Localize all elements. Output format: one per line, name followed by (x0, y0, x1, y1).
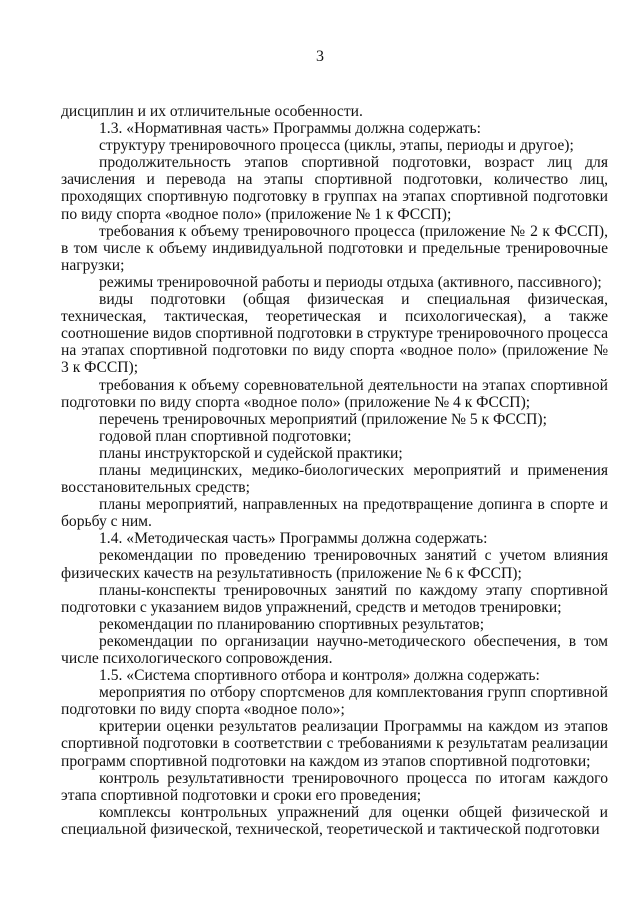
paragraph: рекомендации по планированию спортивных результатов; (99, 615, 485, 633)
paragraph: виды подготовки (общая физическая и специальная физическая, техническая, тактическая, теоретическая и психологическая), а также соотношение видов спортивной подготовки в структуре тренировочного процесса на этапах спортивной подготовки по виду спорта «водное поло» (приложение № 3 к ФССП); (61, 291, 608, 377)
paragraph: структуру тренировочного процесса (циклы, этапы, периоды и другое); (99, 137, 574, 155)
document-body (61, 103, 608, 838)
paragraph: планы инструкторской и судейской практики; (99, 444, 403, 462)
paragraph: требования к объему соревновательной деятельности на этапах спортивной подготовки по виду спорта «водное поло» (приложение № 4 к ФССП); (61, 376, 608, 411)
paragraph: рекомендации по организации научно-методического обеспечения, в том числе психологического сопровождения. (61, 632, 608, 667)
section-heading-1-3: 1.3. «Нормативная часть» Программы должна содержать: (99, 120, 481, 138)
paragraph: планы медицинских, медико-биологических мероприятий и применения восстановительных средств; (61, 461, 608, 497)
paragraph: рекомендации по проведению тренировочных занятий с учетом влияния физических качеств на результативность (приложение № 6 к ФССП); (61, 547, 608, 582)
paragraph: мероприятия по отбору спортсменов для комплектования групп спортивной подготовки по виду спорта «водное поло»; (61, 684, 608, 719)
paragraph: требования к объему тренировочного процесса (приложение № 2 к ФССП), в том числе к объему индивидуальной подготовки и предельные тренировочные нагрузки; (61, 222, 608, 274)
section-heading-1-5: 1.5. «Система спортивного отбора и контроля» должна содержать: (99, 667, 540, 685)
paragraph: планы-конспекты тренировочных занятий по каждому этапу спортивной подготовки с указанием видов упражнений, средств и методов тренировки; (61, 581, 608, 616)
paragraph: планы мероприятий, направленных на предотвращение допинга в спорте и борьбу с ним. (61, 496, 608, 531)
paragraph: дисциплин и их отличительные особенности. (61, 103, 363, 120)
paragraph: годовой план спортивной подготовки; (99, 427, 352, 445)
page-number: 3 (316, 48, 324, 65)
paragraph: перечень тренировочных мероприятий (приложение № 5 к ФССП); (99, 410, 547, 428)
section-heading-1-4: 1.4. «Методическая часть» Программы должна содержать: (99, 530, 488, 548)
paragraph: критерии оценки результатов реализации Программы на каждом из этапов спортивной подготовки в соответствии с требованиями к результатам реализации программ спортивной подготовки на каждом из этапов спортивной подготовки; (61, 718, 608, 770)
paragraph: контроль результативности тренировочного процесса по итогам каждого этапа спортивной подготовки и сроки его проведения; (61, 769, 608, 804)
paragraph: режимы тренировочной работы и периоды отдыха (активного, пассивного); (99, 273, 602, 291)
paragraph: комплексы контрольных упражнений для оценки общей физической и специальной физической, технической, теоретической и тактической подготовки (61, 803, 608, 838)
paragraph: продолжительность этапов спортивной подготовки, возраст лиц для зачисления и перевода на этапы спортивной подготовки, количество лиц, проходящих спортивную подготовку в группах на этапах спортивной подготовки по виду спорта «водное поло» (приложение № 1 к ФССП); (61, 154, 608, 223)
